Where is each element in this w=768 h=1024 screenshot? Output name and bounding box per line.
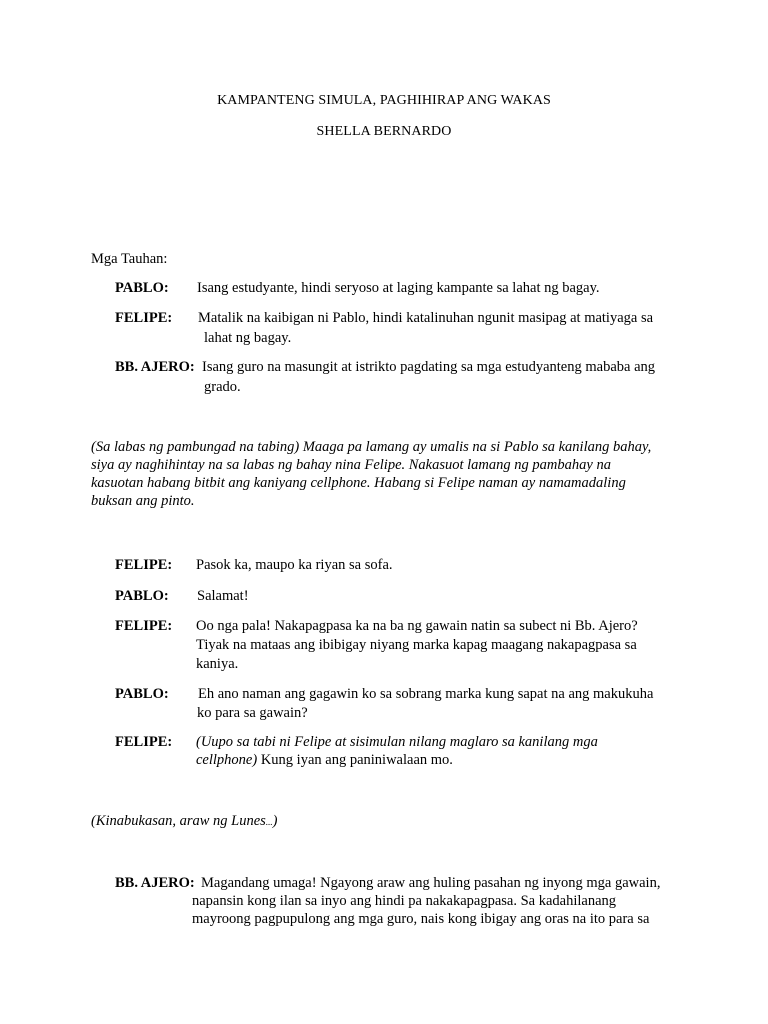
cast-desc-pablo: Isang estudyante, hindi seryoso at laging kampante sa lahat ng bagay. — [197, 280, 600, 296]
document-author: SHELLA BERNARDO — [316, 124, 452, 139]
final-line1: Magandang umaga! Ngayong araw ang huling pasahan ng inyong mga gawain, — [201, 875, 661, 891]
dialogue-5-line2-speech: Kung iyan ang paniniwalaan mo. — [257, 752, 453, 768]
stage-direction-2-close: ) — [272, 813, 278, 829]
cast-desc-ajero-line2: grado. — [204, 379, 241, 395]
dialogue-4-line1: Eh ano naman ang gagawin ko sa sobrang marka kung sapat na ang makukuha — [198, 686, 654, 702]
cast-name-pablo: PABLO: — [115, 280, 169, 296]
stage-direction-1-line1: (Sa labas ng pambungad na tabing) Maaga pa lamang ay umalis na si Pablo sa kanilang bahay, — [91, 439, 652, 455]
dialogue-1-line1: Pasok ka, maupo ka riyan sa sofa. — [196, 557, 393, 573]
dialogue-4-speaker: PABLO: — [115, 686, 169, 702]
cast-desc-felipe-line1: Matalik na kaibigan ni Pablo, hindi katalinuhan ngunit masipag at matiyaga sa — [198, 310, 654, 326]
stage-direction-2-dots: ... — [265, 817, 273, 827]
dialogue-5-line2 — [196, 750, 453, 770]
dialogue-2-line1: Salamat! — [197, 588, 249, 604]
dialogue-3-line2: Tiyak na mataas ang ibibigay niyang marka kapag maagang nakapagpasa sa — [196, 637, 637, 653]
dialogue-3-line1: Oo nga pala! Nakapagpasa ka na ba ng gawain natin sa subect ni Bb. Ajero? — [196, 618, 638, 634]
final-line2: napansin kong ilan sa inyo ang hindi pa nakakapagpasa. Sa kadahilanang — [192, 893, 617, 909]
cast-name-ajero: BB. AJERO: — [115, 359, 195, 375]
dialogue-5-line1: (Uupo sa tabi ni Felipe at sisimulan nilang maglaro sa kanilang mga — [196, 734, 598, 750]
final-line3: mayroong pagpupulong ang mga guro, nais kong ibigay ang oras na ito para sa — [192, 911, 650, 927]
stage-direction-2 — [91, 811, 277, 832]
dialogue-5-line2-direction: cellphone) — [196, 752, 258, 768]
final-speaker: BB. AJERO: — [115, 875, 195, 891]
stage-direction-2-text: (Kinabukasan, araw ng Lunes — [91, 813, 266, 829]
stage-direction-1-line3: kasuotan habang bitbit ang kaniyang cellphone. Habang si Felipe naman ay namamadaling — [91, 475, 626, 491]
dialogue-3-speaker: FELIPE: — [115, 618, 173, 634]
dialogue-3-line3: kaniya. — [196, 656, 239, 672]
dialogue-1-speaker: FELIPE: — [115, 557, 173, 573]
dialogue-4-line2: ko para sa gawain? — [197, 705, 308, 721]
dialogue-5-speaker: FELIPE: — [115, 734, 173, 750]
dialogue-2-speaker: PABLO: — [115, 588, 169, 604]
cast-name-felipe: FELIPE: — [115, 310, 173, 326]
document-title: KAMPANTENG SIMULA, PAGHIHIRAP ANG WAKAS — [217, 93, 551, 108]
cast-desc-ajero-line1: Isang guro na masungit at istrikto pagdating sa mga estudyanteng mababa ang — [202, 359, 656, 375]
cast-desc-felipe-line2: lahat ng bagay. — [204, 330, 292, 346]
stage-direction-1-line4: buksan ang pinto. — [91, 493, 195, 509]
cast-heading: Mga Tauhan: — [91, 251, 168, 267]
stage-direction-1-line2: siya ay naghihintay na sa labas ng bahay nina Felipe. Nakasuot lamang ng pambahay na — [91, 457, 611, 473]
